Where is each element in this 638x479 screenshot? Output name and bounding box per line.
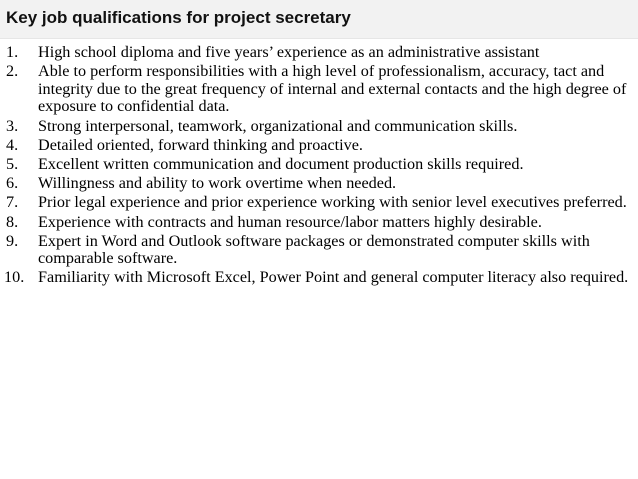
list-item	[0, 118, 632, 136]
item-text: Prior legal experience and prior experience working with senior level executives preferred.	[38, 193, 627, 212]
list-item	[0, 44, 632, 62]
item-text: Experience with contracts and human resource/labor matters highly desirable.	[38, 212, 542, 231]
list-item	[0, 63, 632, 116]
title-bar	[0, 0, 638, 39]
item-number: 3.	[6, 116, 19, 135]
list-item	[0, 194, 632, 212]
list-item	[0, 175, 632, 193]
item-text: Detailed oriented, forward thinking and proactive.	[38, 135, 363, 154]
item-number: 1.	[6, 43, 19, 61]
item-text: Willingness and ability to work overtime when needed.	[38, 174, 397, 193]
slide-title: Key job qualifications for project secretary	[6, 8, 351, 27]
list-item	[0, 137, 632, 155]
list-item	[0, 269, 632, 287]
item-number: 4.	[6, 135, 19, 154]
item-text: Able to perform responsibilities with a high level of professionalism, accuracy, tact and integrity due to the great frequency of internal and external contacts and the high degree of exposure to confidential data.	[38, 62, 627, 116]
qualifications-list	[0, 44, 632, 289]
list-item	[0, 214, 632, 232]
item-number: 9.	[6, 231, 19, 250]
item-text: Excellent written communication and document production skills required.	[38, 154, 524, 173]
item-text: Expert in Word and Outlook software packages or demonstrated computer skills with comparable software.	[38, 231, 590, 268]
item-text: Familiarity with Microsoft Excel, Power Point and general computer literacy also required.	[38, 268, 629, 287]
item-number: 8.	[6, 212, 19, 231]
list-item	[0, 156, 632, 174]
item-number: 6.	[6, 174, 19, 193]
item-text: High school diploma and five years’ experience as an administrative assistant	[38, 43, 540, 61]
item-number: 2.	[6, 62, 19, 81]
item-number: 7.	[6, 193, 19, 212]
item-text: Strong interpersonal, teamwork, organizational and communication skills.	[38, 116, 518, 135]
item-number: 5.	[6, 154, 19, 173]
item-number: 10.	[4, 268, 25, 287]
list-item	[0, 233, 632, 268]
